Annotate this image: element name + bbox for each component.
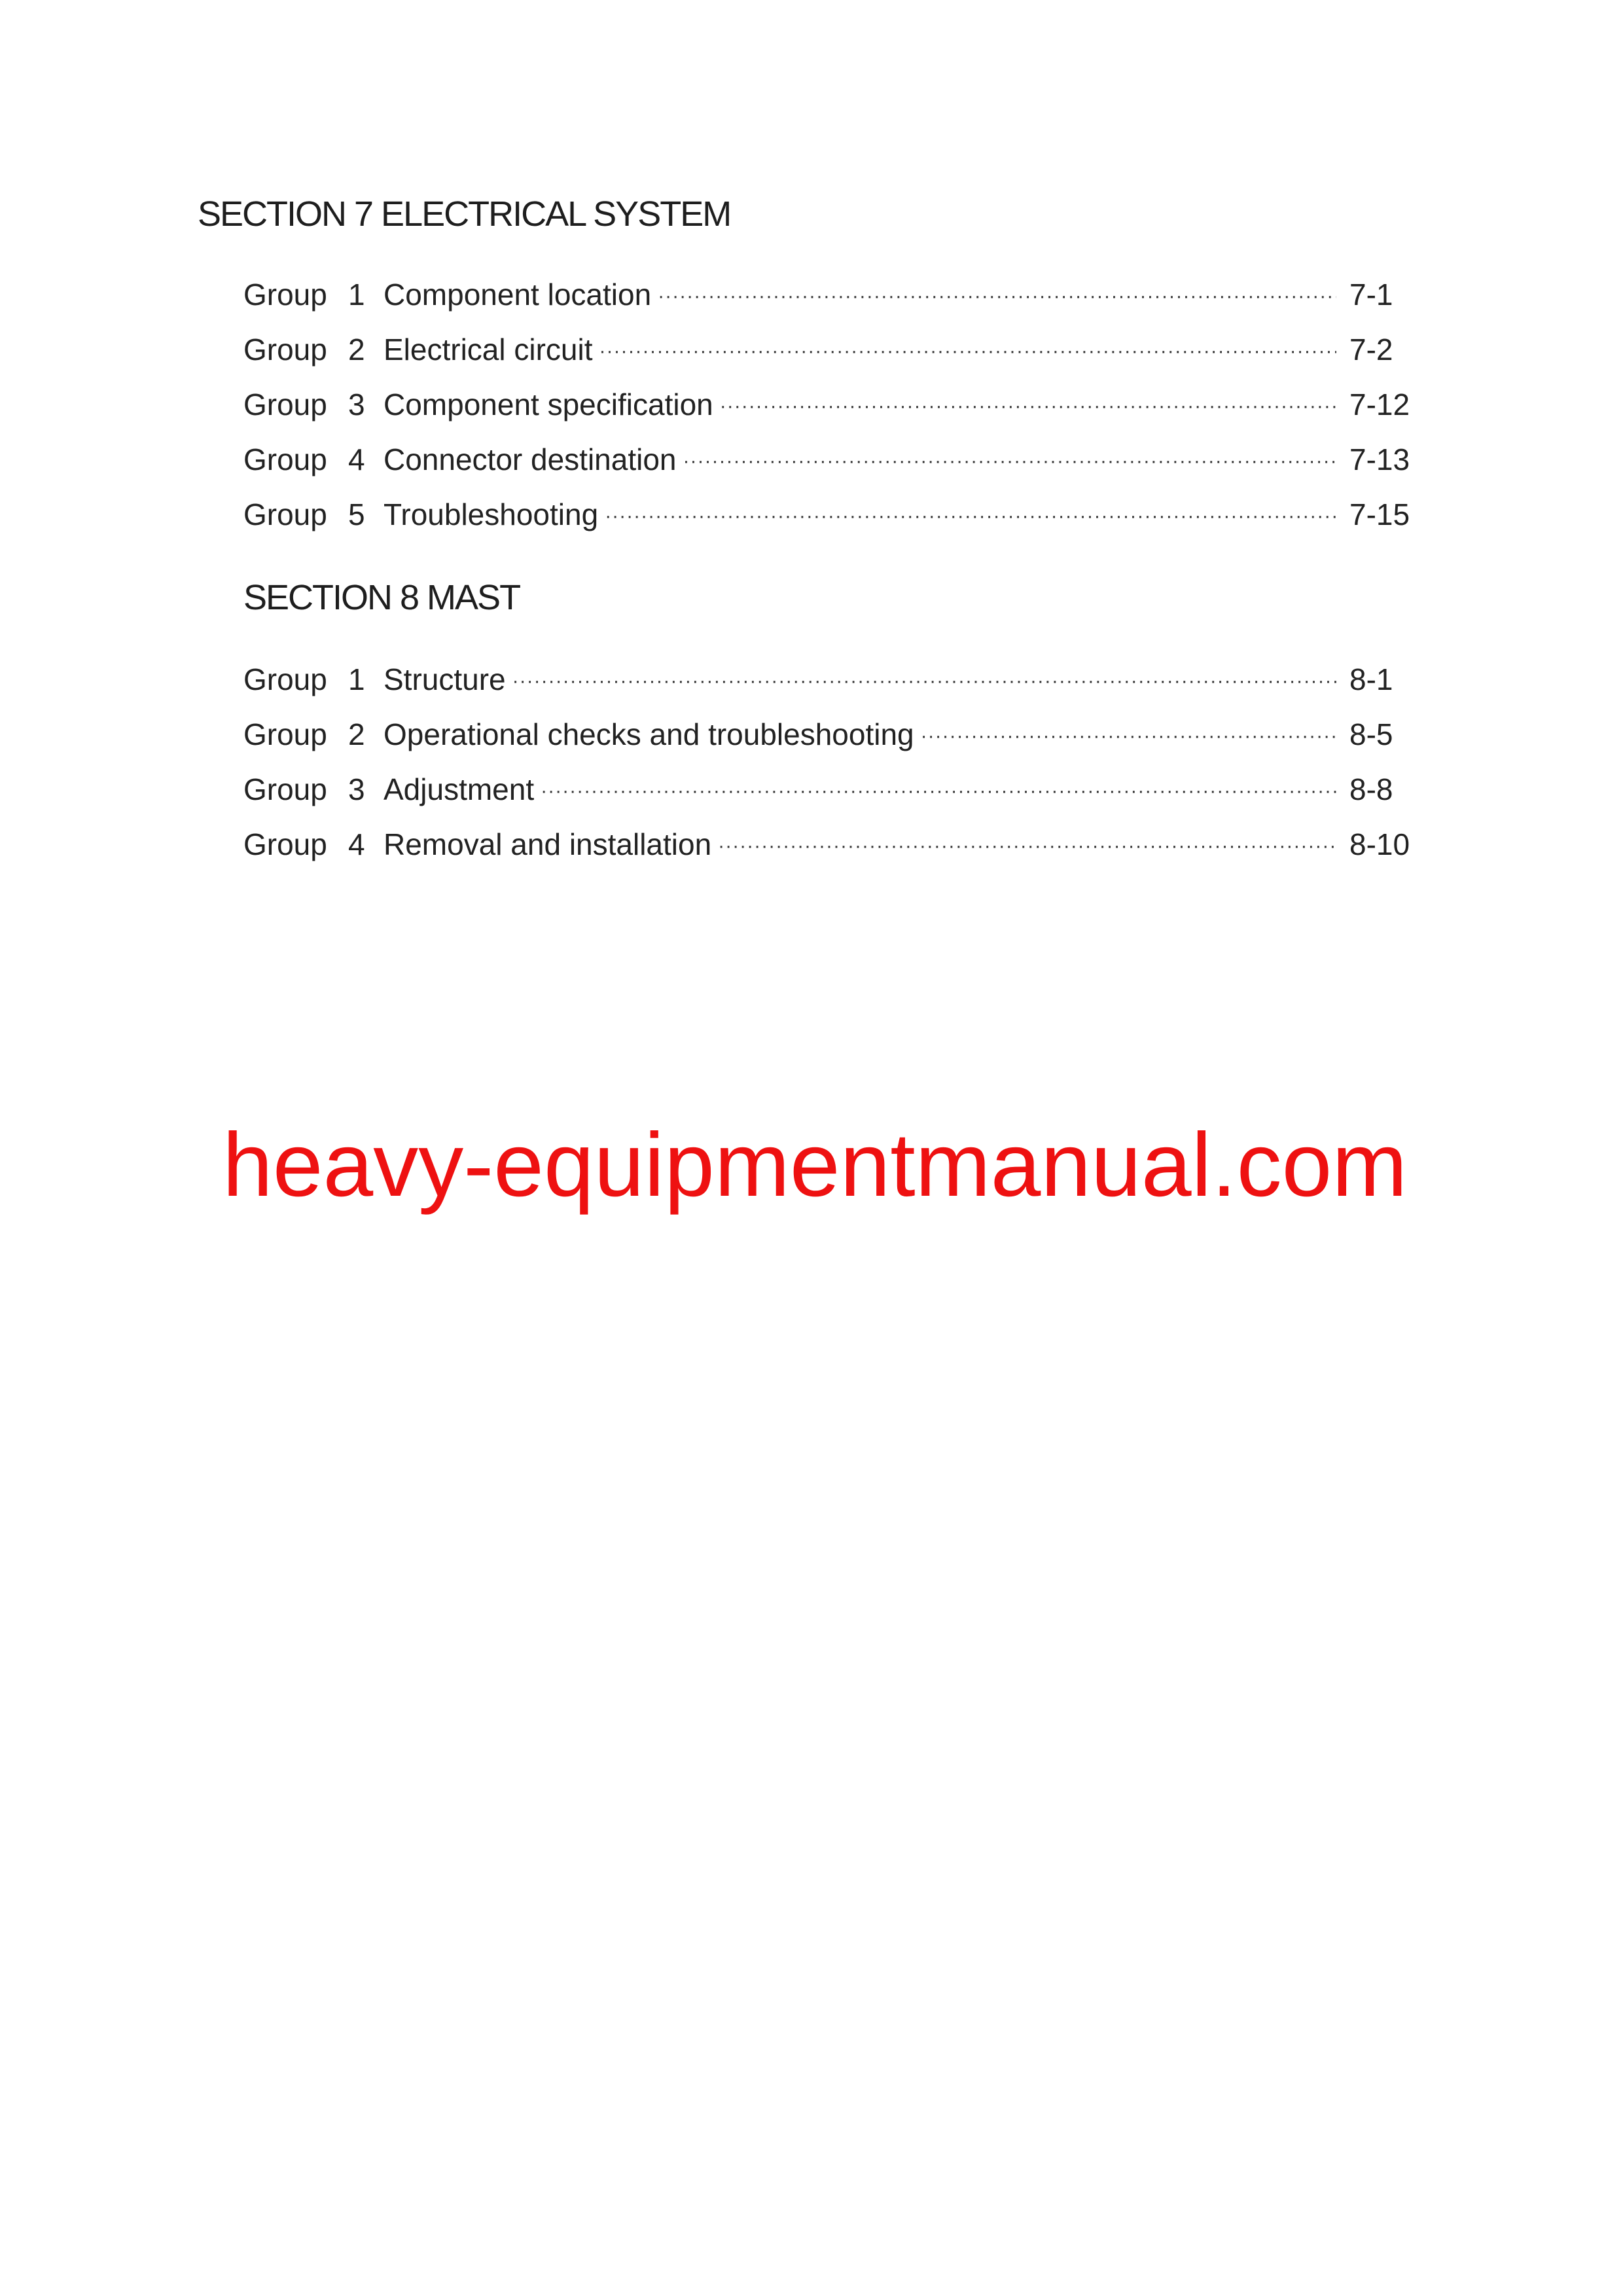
toc-group-number: 2 (348, 332, 365, 367)
toc-group-label: Group (243, 827, 327, 861)
toc-group-number: 5 (348, 497, 365, 531)
toc-leader (383, 275, 1336, 319)
toc-group-label: Group (243, 717, 327, 751)
toc-entry-title: Troubleshooting (383, 497, 605, 531)
toc-entry[interactable] (243, 715, 1412, 754)
toc-entry-title: Electrical circuit (383, 332, 599, 367)
toc-page-number: 7-12 (1349, 387, 1410, 422)
toc-group-number: 1 (348, 278, 365, 312)
toc-group-label: Group (243, 278, 327, 312)
toc-entry[interactable] (243, 275, 1412, 314)
toc-group-number: 1 (348, 662, 365, 696)
toc-entry-title: Removal and installation (383, 827, 718, 861)
toc-leader (383, 825, 1336, 869)
toc-page-number: 8-1 (1349, 662, 1393, 696)
watermark-text: heavy-equipmentmanual.com (223, 1115, 1408, 1215)
toc-entry-title: Component location (383, 278, 658, 312)
toc-group-label: Group (243, 497, 327, 531)
toc-entry-title: Component specification (383, 387, 720, 422)
toc-entry[interactable] (243, 440, 1412, 479)
toc-leader (383, 715, 1336, 759)
toc-entry-title: Connector destination (383, 442, 683, 476)
toc-entry[interactable] (243, 770, 1412, 809)
toc-group-label: Group (243, 442, 327, 476)
section-7-heading: SECTION 7 ELECTRICAL SYSTEM (198, 194, 731, 234)
toc-leader (383, 440, 1336, 484)
toc-page-number: 7-1 (1349, 278, 1393, 312)
toc-page-number: 8-10 (1349, 827, 1410, 861)
toc-entry[interactable] (243, 385, 1412, 424)
toc-leader (383, 495, 1336, 539)
toc-leader (383, 660, 1336, 704)
toc-page-number: 7-13 (1349, 442, 1410, 476)
toc-group-number: 4 (348, 442, 365, 476)
toc-page-number: 7-15 (1349, 497, 1410, 531)
toc-entry[interactable] (243, 825, 1412, 864)
toc-group-label: Group (243, 332, 327, 367)
toc-leader (383, 770, 1336, 814)
toc-entry-title: Structure (383, 662, 512, 696)
toc-page-number: 8-5 (1349, 717, 1393, 751)
toc-group-label: Group (243, 662, 327, 696)
toc-page-number: 7-2 (1349, 332, 1393, 367)
toc-leader (383, 385, 1336, 429)
toc-page-number: 8-8 (1349, 772, 1393, 806)
toc-leader (383, 330, 1336, 374)
toc-group-number: 4 (348, 827, 365, 861)
toc-group-number: 2 (348, 717, 365, 751)
toc-group-number: 3 (348, 772, 365, 806)
toc-group-label: Group (243, 772, 327, 806)
toc-entry-title: Operational checks and troubleshooting (383, 717, 921, 751)
toc-entry[interactable] (243, 330, 1412, 369)
toc-entry[interactable] (243, 495, 1412, 534)
toc-entry-title: Adjustment (383, 772, 541, 806)
section-8-heading: SECTION 8 MAST (243, 578, 520, 617)
toc-group-number: 3 (348, 387, 365, 422)
toc-group-label: Group (243, 387, 327, 422)
toc-entry[interactable] (243, 660, 1412, 699)
